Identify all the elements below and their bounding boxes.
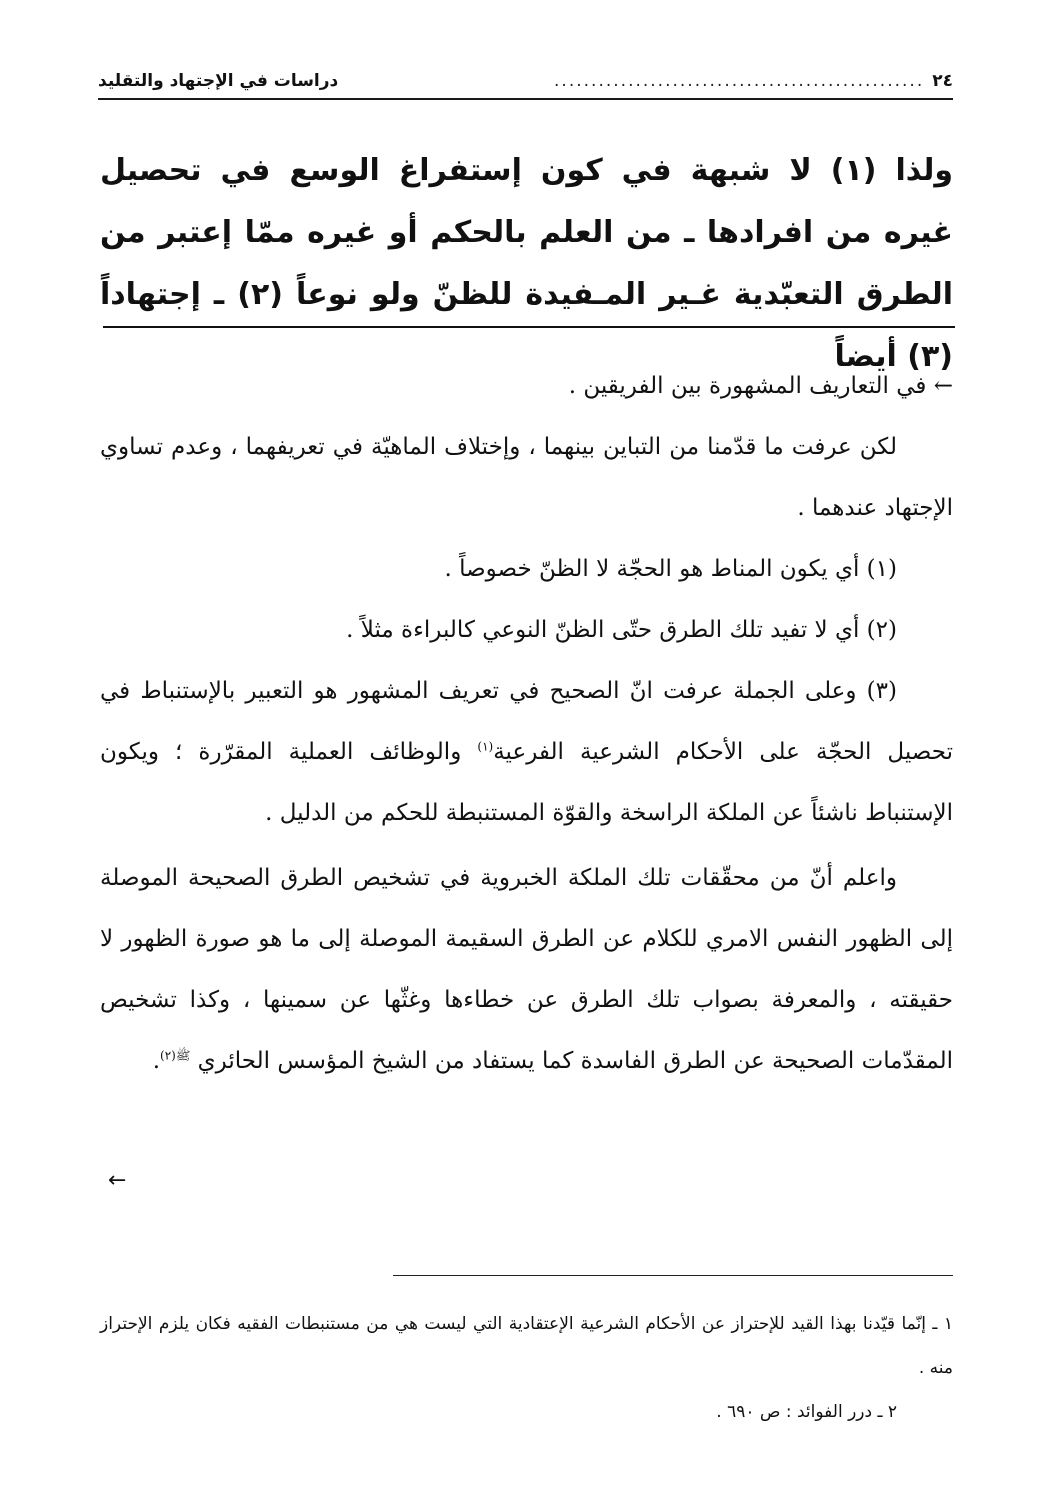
- book-title: دراسات في الإجتهاد والتقليد: [98, 71, 339, 91]
- footnote-separator-rule: [393, 1275, 953, 1276]
- note-3-text-cont: والوظائف العملية المقرّرة ؛ ويكون الإستنباط ناشئاً عن الملكة الراسخة والقوّة المستنبطة للحكم من الدليل .: [100, 739, 953, 826]
- commentary-paragraph: لكن عرفت ما قدّمنا من التباين بينهما ، وإختلاف الماهيّة في تعريفهما ، وعدم تساوي الإجتهاد عندهما .: [100, 434, 953, 521]
- footnote-2: ٢ ـ درر الفوائد : ص ٦٩٠ .: [716, 1402, 897, 1422]
- commentary-continuation: ← في التعاريف المشهورة بين الفريقين .: [568, 373, 953, 399]
- header-dot-leader: ..................................................: [554, 71, 925, 91]
- footnote-1: ١ ـ إنّما قيّدنا بهذا القيد للإحتراز عن الأحكام الشرعية الإعتقادية التي ليست هي من مستنبطات الفقيه فكان يلزم الإحتراز منه .: [100, 1314, 953, 1378]
- commentary-paragraph-know: [100, 848, 953, 1092]
- commentary-note-1: (١) أي يكون المناط هو الحجّة لا الظنّ خصوصاً .: [444, 556, 897, 582]
- footnote-ref-2: (٢): [160, 1048, 176, 1063]
- footnotes: [100, 1302, 953, 1434]
- note-3-text: (٣) وعلى الجملة عرفت انّ الصحيح في تعريف المشهور هو التعبير بالإستنباط في تحصيل الحجّة على الأحكام الشرعية الفرعية: [100, 678, 953, 765]
- running-header: [98, 64, 953, 100]
- honorific-glyph: ﷺ: [175, 1048, 191, 1063]
- footnote-ref-1: (١): [477, 739, 494, 754]
- commentary-body: [100, 356, 953, 1092]
- commentary-note-2: (٢) أي لا تفيد تلك الطرق حتّى الظنّ النوعي كالبراءة مثلاً .: [346, 617, 897, 643]
- commentary-note-3: [100, 661, 953, 844]
- page-number: ٢٤: [932, 71, 953, 91]
- know-paragraph-end: .: [152, 1048, 161, 1074]
- continue-arrow-icon: ←: [108, 1168, 127, 1193]
- know-paragraph-text: واعلم أنّ من محقّقات تلك الملكة الخبروية في تشخيص الطرق الصحيحة الموصلة إلى الظهور النفس الامري للكلام عن الطرق السقيمة الموصلة إلى ما هو صورة الظهور لا حقيقته ، والمعرفة بصواب تلك الطرق عن خطاءها وغثّها عن سمينها ، وكذا تشخيص المقدّمات الصحيحة عن الطرق الفاسدة كما يستفاد من الشيخ المؤسس الحائري: [100, 865, 953, 1074]
- matn-text: ولذا (١) لا شبهة في كون إستفراغ الوسع في تحصيل غيره من افرادها ـ من العلم بالحكم أو غيره ممّا إعتبر من الطرق التعبّدية غـير المـفيدة للظنّ ولو نوعاً (٢) ـ إجتهاداً (٣) أيضاً: [100, 153, 953, 374]
- matn-separator-rule: [103, 326, 955, 328]
